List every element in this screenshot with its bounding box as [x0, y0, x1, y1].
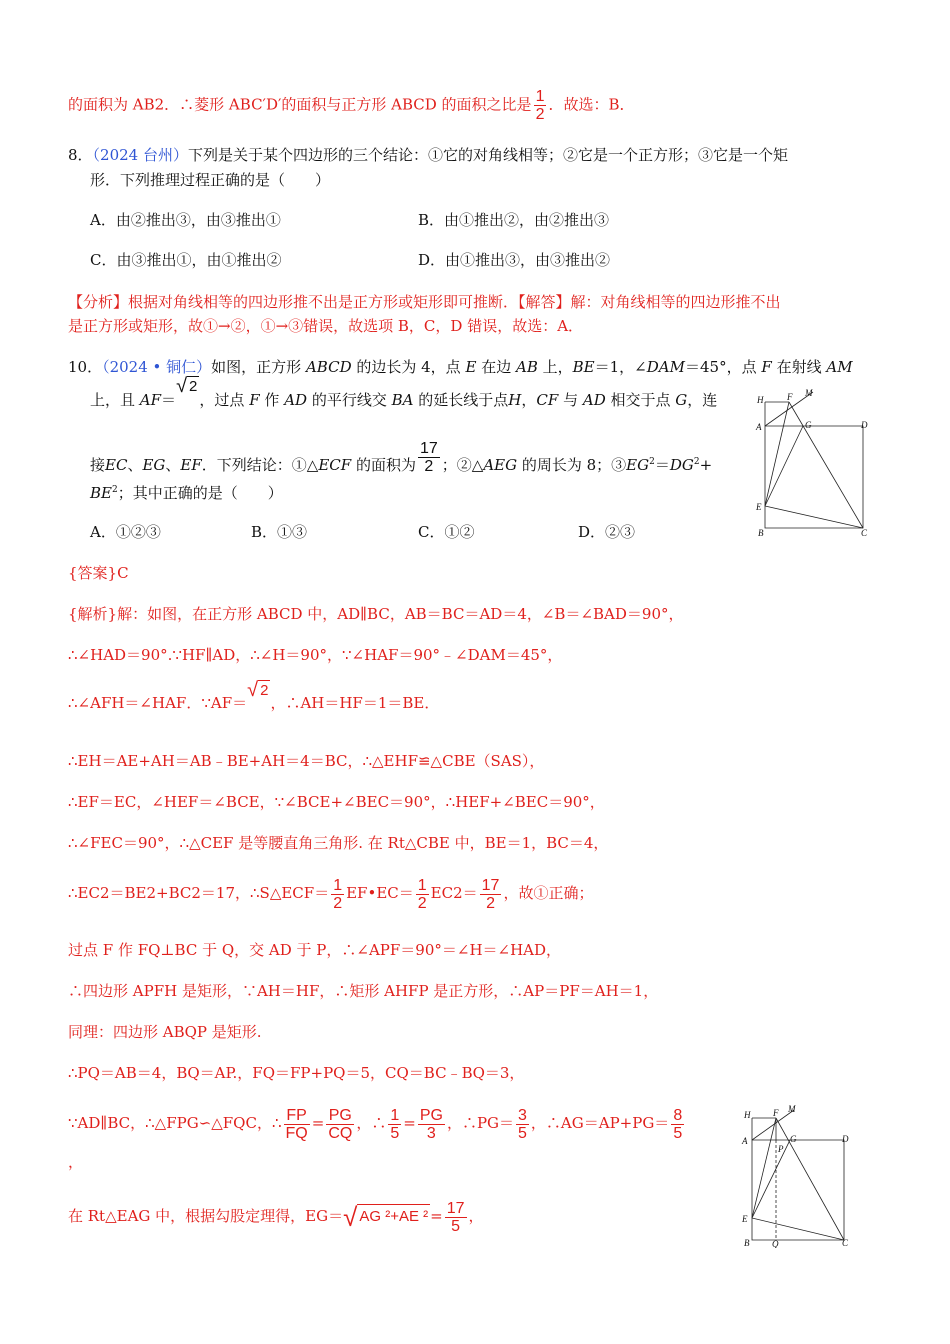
fraction: $\frac{17}{5}$ — [446, 1199, 465, 1235]
solution-line11: ∴PQ＝AB＝4，BQ＝AP.，FQ＝FP+PQ＝5，CQ＝BC﹣BQ＝3， — [68, 1064, 525, 1082]
solution-line13: ， — [68, 1153, 84, 1171]
solution-line2: ∴∠HAD＝90°.∵HF∥AD，∴∠H＝90°，∵∠HAF＝90°﹣∠DAM＝45°， — [68, 646, 563, 664]
fraction: $\frac{3}{5}$ — [518, 1106, 527, 1142]
top-line: 的面积为 AB2．∴菱形 ABC′D′的面积与正方形 ABCD 的面积之比是 $\frac{1}{2}$ ．故选：B． — [68, 88, 635, 123]
q10-stem-line4: $BE^2$；其中正确的是（ ） — [90, 484, 283, 502]
label-C: C — [861, 528, 868, 538]
q10-option-a: A．①②③ — [90, 523, 161, 541]
q10-stem-line1: 10．（2024 • 铜仁）如图，正方形 ABCD 的边长为 4，点 E 在边 AB 上，BE＝1，∠DAM＝45°，点 F 在射线 AM — [68, 358, 853, 376]
label-P: P — [778, 1144, 784, 1154]
q8-option-d: D．由①推出③，由③推出② — [418, 251, 611, 269]
fraction: $\frac{PG}{CQ}$ — [328, 1106, 353, 1142]
solution-line12: ∵AD∥BC，∴△FPG∽△FQC，∴ $\frac{FP}{FQ}$ = $\frac{PG}{CQ}$ ，∴ $\frac{1}{5}$ = $\frac{PG}{3}$ ，∴PG＝ $\frac{3}{5}$ ，∴AG＝AP+PG＝ $\frac{8}{5}$ — [68, 1106, 683, 1142]
label-F: F — [787, 392, 793, 402]
solution-line1: {解析}解：如图，在正方形 ABCD 中，AD∥BC，AB＝BC＝AD＝4，∠B＝∠BAD＝90°， — [68, 605, 684, 623]
q8-option-a: A．由②推出③，由③推出① — [90, 211, 281, 229]
q8-analysis-line1: 【分析】根据对角线相等的四边形推不出是正方形或矩形即可推断．【解答】解：对角线相等的四边形推不出 — [68, 293, 781, 311]
solution-line8: 过点 F 作 FQ⊥BC 于 Q，交 AD 于 P，∴∠APF＝90°＝∠H＝∠HAD， — [68, 941, 562, 959]
q8-source: （2024 台州） — [92, 146, 188, 164]
fraction: $\frac{PG}{3}$ — [419, 1106, 443, 1142]
label-A: A — [756, 422, 762, 432]
sqrt-two: √ 2 — [176, 375, 198, 397]
geometry-figure-2 — [738, 1104, 856, 1248]
label-C: C — [842, 1238, 849, 1248]
q8-analysis-line2: 是正方形或矩形，故①→②，①→③错误，故选项 B，C，D 错误，故选：A． — [68, 317, 584, 335]
q10-source: （2024 • 铜仁） — [102, 358, 212, 376]
label-M: M — [788, 1104, 796, 1114]
label-H: H — [757, 395, 764, 405]
fraction: $\frac{1}{2}$ — [333, 876, 343, 912]
solution-line14: 在 Rt△EAG 中，根据勾股定理得，EG＝ √ AG ²+AE ² = $\frac{17}{5}$ ， — [68, 1199, 484, 1235]
label-E: E — [742, 1214, 748, 1224]
label-G: G — [790, 1134, 797, 1144]
label-B: B — [744, 1238, 750, 1248]
label-B: B — [758, 528, 764, 538]
label-Q: Q — [772, 1239, 779, 1248]
q8-option-b: B．由①推出②，由②推出③ — [418, 211, 610, 229]
solution-line6: ∴∠FEC＝90°，∴△CEF 是等腰直角三角形. 在 Rt△CBE 中，BE＝1，BC＝4， — [68, 834, 609, 852]
solution-line3: ∴∠AFH＝∠HAF．∵AF＝ √ 2 ，∴AH＝HF＝1＝BE． — [68, 679, 440, 712]
label-F: F — [773, 1108, 779, 1118]
label-H: H — [744, 1110, 751, 1120]
q10-stem-line2: 上，且 AF＝ √ 2 ，过点 F 作 AD 的平行线交 BA 的延长线于点H，CF 与 AD 相交于点 G，连 — [90, 375, 718, 409]
solution-line9: ∴四边形 APFH 是矩形，∵AH＝HF，∴矩形 AHFP 是正方形，∴AP＝PF＝AH＝1， — [68, 982, 659, 1000]
label-E: E — [756, 502, 762, 512]
solution-line5: ∴EF＝EC，∠HEF＝∠BCE，∵∠BCE+∠BEC＝90°，∴HEF+∠BEC＝90°， — [68, 793, 605, 811]
fraction: $\frac{1}{5}$ — [390, 1106, 400, 1142]
geometry-figure-1 — [755, 386, 875, 538]
solution-line10: 同理：四边形 ABQP 是矩形. — [68, 1023, 262, 1041]
q10-stem-line3: 接EC、EG、EF．下列结论：①△ECF 的面积为 $\frac{17}{2}$ ；②△AEG 的周长为 8；$③EG^2=DG^2+$ — [90, 440, 713, 475]
q10-option-d: D．②③ — [578, 523, 636, 541]
answer: {答案}C — [68, 564, 129, 582]
q8-stem-line1: 8．（2024 台州）下列是关于某个四边形的三个结论：①它的对角线相等；②它是一个正方形；③它是一个矩 — [68, 146, 789, 164]
solution-line7: ∴EC2＝BE2+BC2＝17，∴S△ECF＝ $\frac{1}{2}$ EF•EC＝ $\frac{1}{2}$ EC2＝ $\frac{17}{2}$ ，故①正确； — [68, 876, 594, 912]
sqrt-expression: √ AG ²+AE ² — [343, 1202, 429, 1232]
fraction-one-half: $\frac{1}{2}$ — [535, 88, 545, 123]
label-G: G — [805, 420, 812, 430]
label-D: D — [842, 1134, 849, 1144]
label-A: A — [742, 1136, 748, 1146]
fraction: $\frac{FP}{FQ}$ — [285, 1106, 308, 1142]
fraction: $\frac{1}{2}$ — [417, 876, 427, 912]
fraction: $\frac{8}{5}$ — [673, 1106, 683, 1142]
q10-option-b: B．①③ — [251, 523, 308, 541]
q8-option-c: C．由③推出①，由①推出② — [90, 251, 282, 269]
fraction-17-2: $\frac{17}{2}$ — [419, 440, 438, 475]
label-M: M — [805, 388, 813, 398]
q10-option-c: C．①② — [418, 523, 475, 541]
sqrt-two-solution: √ 2 — [247, 679, 269, 701]
label-D: D — [861, 420, 868, 430]
q8-stem-line2: 形．下列推理过程正确的是（ ） — [90, 171, 331, 189]
solution-line4: ∴EH＝AE+AH＝AB﹣BE+AH＝4＝BC，∴△EHF≌△CBE（SAS）， — [68, 752, 545, 770]
fraction: $\frac{17}{2}$ — [481, 876, 500, 912]
